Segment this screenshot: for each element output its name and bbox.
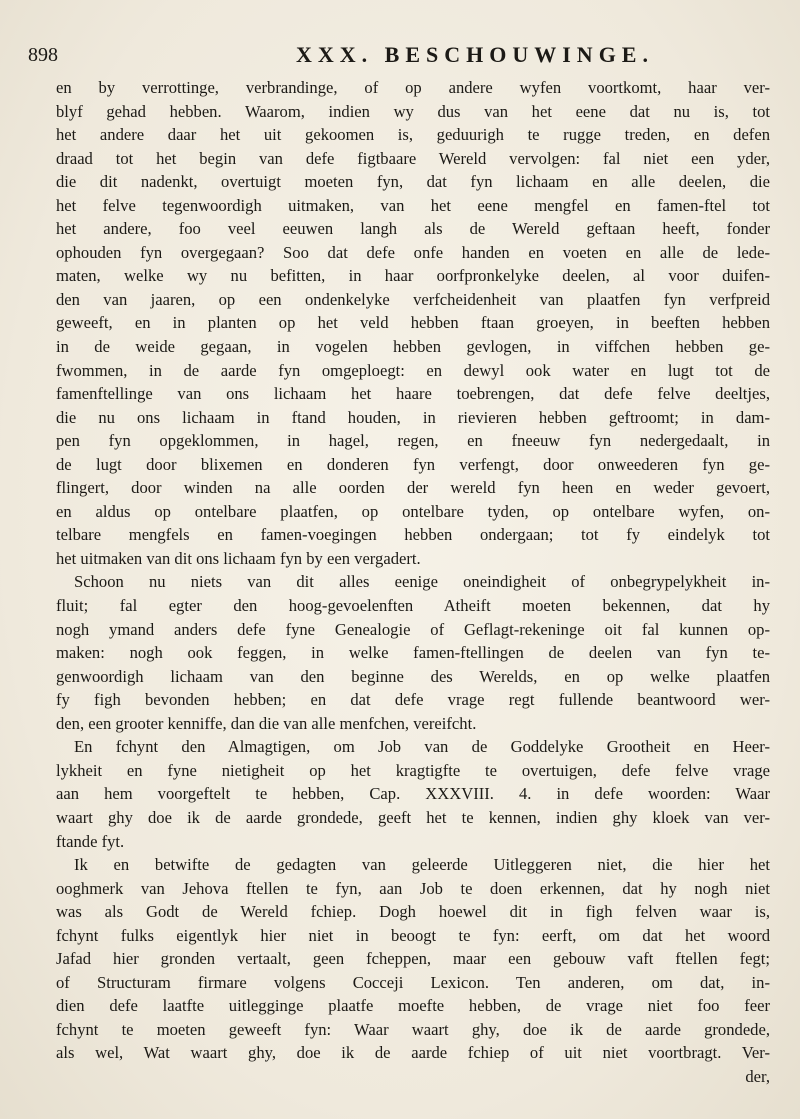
- text-line: maten, welke wy nu befitten, in haar oorfpronkelyke deelen, al voor duifen-: [56, 266, 770, 286]
- text-line: was als Godt de Wereld fchiep. Dogh hoewel dit in figh felven waar is,: [56, 902, 770, 922]
- text-line: den van jaaren, op een ondenkelyke verfcheidenheit van plaatfen fyn verfpreid: [56, 289, 770, 309]
- text-line: aan hem voorgeftelt te hebben, Cap. XXXVIII. 4. in defe woorden: Waar: [56, 784, 770, 804]
- text-line: blyf gehad hebben. Waarom, indien wy dus van het eene dat nu is, tot: [56, 101, 770, 121]
- text-line: Jafad hier gronden vertaalt, geen fcheppen, maar een gebouw vaft ftellen fegt;: [56, 949, 770, 969]
- text-line: draad tot het begin van defe figtbaare Wereld vervolgen: fal niet een yder,: [56, 148, 770, 168]
- text-line: Ik en betwifte de gedagten van geleerde Uitleggeren niet, die hier het: [74, 855, 770, 875]
- text-line: het andere daar het uit gekoomen is, geduurigh te rugge treden, en defen: [56, 125, 770, 145]
- text-line: fchynt fulks eigentlyk hier niet in beoogt te fyn: eerft, om dat het woord: [56, 925, 770, 945]
- text-line: waart ghy doe ik de aarde grondede, geeft het te kennen, indien ghy kloek van ver-: [56, 807, 770, 827]
- text-line: dien defe laatfte uitlegginge plaatfe moefte hebben, de vrage niet foo feer: [56, 996, 770, 1016]
- text-line: ftande fyt.: [56, 831, 125, 851]
- text-line: het uitmaken van dit ons lichaam fyn by een vergadert.: [56, 548, 421, 568]
- text-line: die dit nadenkt, overtuigt moeten fyn, dat fyn lichaam en alle deelen, die: [56, 172, 770, 192]
- page-header: [28, 40, 770, 76]
- text-line: fy figh bevonden hebben; en dat defe vrage regt fullende beantwoord wer-: [56, 690, 770, 710]
- text-line: telbare mengfels en famen-voegingen hebben ondergaan; tot fy eindelyk tot: [56, 525, 770, 545]
- text-line: Schoon nu niets van dit alles eenige oneindigheit of onbegrypelykheit in-: [74, 572, 770, 592]
- text-line: en aldus op ontelbare plaatfen, op ontelbare tyden, op ontelbare wyfen, on-: [56, 501, 770, 521]
- text-line: famenftellinge van ons lichaam het haare toebrengen, dat defe felve deeltjes,: [56, 384, 770, 404]
- text-line: lykheit en fyne nietigheit op het kragtigfte te overtuigen, defe felve vrage: [56, 760, 770, 780]
- text-line: ophouden fyn overgegaan? Soo dat defe onfe handen en voeten en alle de lede-: [56, 242, 770, 262]
- body-text: [56, 76, 770, 1089]
- page-number: 898: [28, 44, 58, 66]
- text-line: pen fyn opgeklommen, in hagel, regen, en fneeuw fyn nedergedaalt, in: [56, 431, 770, 451]
- text-line: fwommen, in de aarde fyn omgeploegt: en dewyl ook water en lugt tot de: [56, 360, 770, 380]
- text-line: het felve tegenwoordigh uitmaken, van het eene mengfel en famen-ftel tot: [56, 195, 770, 215]
- text-line: fluit; fal egter den hoog-gevoelenften Atheift moeten bekennen, dat hy: [56, 596, 770, 616]
- text-line: nogh ymand anders defe fyne Genealogie of Geflagt-rekeninge oit fal kunnen op-: [56, 619, 770, 639]
- text-line: en by verrottinge, verbrandinge, of op andere wyfen voortkomt, haar ver-: [56, 78, 770, 97]
- text-line: ooghmerk van Jehova ftellen te fyn, aan Job te doen erkennen, dat hy nogh niet: [56, 878, 770, 898]
- text-line: En fchynt den Almagtigen, om Job van de Goddelyke Grootheit en Heer-: [74, 737, 770, 757]
- text-line: fchynt te moeten geweeft fyn: Waar waart ghy, doe ik de aarde grondede,: [56, 1019, 770, 1039]
- text-line: de lugt door blixemen en donderen fyn verfengt, door onweederen fyn ge-: [56, 454, 770, 474]
- text-line: die nu ons lichaam in ftand houden, in rievieren hebben geftroomt; in dam-: [56, 407, 770, 427]
- text-line: geweeft, en in planten op het veld hebben ftaan groeyen, in beeften hebben: [56, 313, 770, 333]
- running-head: XXX. BESCHOUWINGE.: [296, 42, 654, 67]
- text-line: in de weide gegaan, in vogelen hebben gevlogen, in viffchen hebben ge-: [56, 337, 770, 357]
- text-line: genwoordigh lichaam van den beginne des Werelds, en op welke plaatfen: [56, 666, 770, 686]
- text-line: of Structuram firmare volgens Cocceji Lexicon. Ten anderen, om dat, in-: [56, 972, 770, 992]
- text-line: het andere, foo veel eeuwen langh als de Wereld geftaan heeft, fonder: [56, 219, 770, 239]
- text-line: den, een grooter kenniffe, dan die van alle menfchen, vereifcht.: [56, 713, 477, 733]
- text-line: flingert, door winden na alle oorden der wereld fyn heen en weder gevoert,: [56, 478, 770, 498]
- text-line: der,: [745, 1066, 770, 1086]
- text-line: als wel, Wat waart ghy, doe ik de aarde fchiep of uit niet voortbragt. Ver-: [56, 1043, 770, 1063]
- text-line: maken: nogh ook feggen, in welke famen-ftellingen de deelen van fyn te-: [56, 643, 770, 663]
